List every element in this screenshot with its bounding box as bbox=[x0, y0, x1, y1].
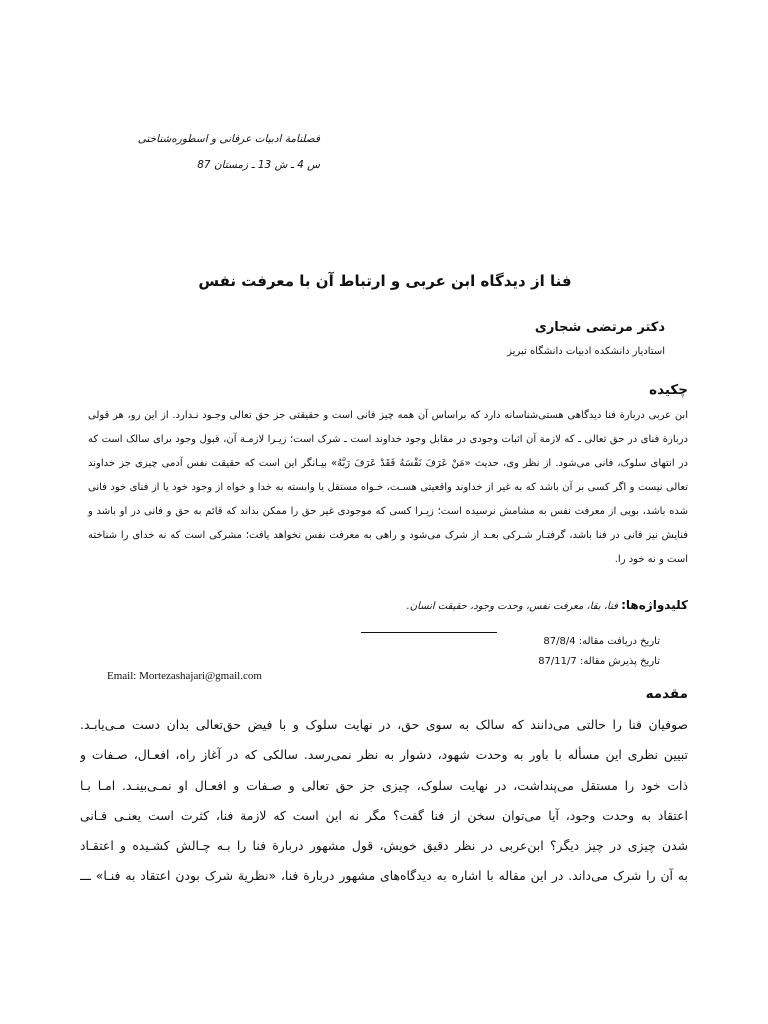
article-dates bbox=[480, 632, 660, 672]
journal-header bbox=[120, 126, 320, 178]
received-value: 87/8/4 bbox=[543, 636, 576, 647]
author-affiliation: استادیار دانشکده ادبیات دانشگاه تبریز bbox=[507, 346, 665, 357]
abstract-text: ابن عربی دربارة فنا دیدگاهی هستی‌شناسانه دارد که براساس آن همه چیز فانی است و حقیقتی جز حق تعالی وجـود نـدارد. از این رو، هر قولی دربارة فنای در حق تعالی ـ که لازمة آن اثبات وجودی در مقابل وجود خداوند است ـ شرک است؛ زیـرا لازمـة آن، قبول وجود برای سالک است که در انتهای سلوک، فانی می‌شود. از نظر وی، حدیث «مَنْ عَرَفَ نَفْسَهُ فَقَدْ عَرَفَ رَبَّهُ» بیـانگر این است که حقیقت نفس آدمی چیزی جز خداوند تعالی نیست و اگر کسی بر آن باشد که به غیر از خداوند واقعیتی هسـت، خـواه مستقل یا وابسته به خدا و خواه از وجود خود یا از فنای خود فانی شده باشد، بویی از معرفت نفس به مشامش نرسیده است؛ زیـرا کسی که موجودی غیر حق را ممکن بداند که قائم به حق و فانی در او باشد و فنایش نیز فانی در فنا باشد، گرفتـار شـرکی بعـد از شرک می‌شود و راهی به معرفت نفس نخواهد یافت؛ مشرکی است که نه خدای را شناخته است و نه خود را. bbox=[88, 410, 688, 565]
accepted-value: 87/11/7 bbox=[538, 656, 577, 667]
intro-text bbox=[80, 710, 688, 892]
author-email: Email: Mortezashajari@gmail.com bbox=[107, 670, 262, 682]
article-title: فنا از دیدگاه ابن عربی و ارتباط آن با معرفت نفس bbox=[198, 272, 572, 290]
intro-line: ذات خود را مستقل می‌پنداشت، در نهایت سلوک، چیزی جز حق تعالی و صـفات و افعـال او نمـی‌بینـد. امـا بـا bbox=[80, 777, 688, 793]
footnote-divider bbox=[361, 632, 497, 633]
accepted-date bbox=[480, 652, 660, 672]
intro-line: به آن را شرک می‌داند. در این مقاله با اشاره به دیدگاه‌های مشهور دربارة فنا، «نظریة شرک بودن اعتقاد به فنـا» ـــ bbox=[80, 868, 688, 884]
received-label: تاریخ دریافت مقاله: bbox=[578, 636, 660, 647]
journal-name: فصلنامة ادبیات عرفانی و اسطوره‌شناختی bbox=[137, 133, 320, 145]
keywords-label: کلیدواژه‌ها: bbox=[621, 598, 688, 612]
abstract-heading: چکیده bbox=[649, 382, 688, 398]
intro-heading: مقدمه bbox=[645, 686, 688, 702]
received-date bbox=[480, 632, 660, 652]
intro-line: تبیین نظری این مسأله با باور به وحدت شهود، دشوار به نظر نمی‌رسد. سالکی که در آغاز راه، افعـال، صـفات و bbox=[80, 747, 688, 763]
keywords-list: فنا، بقا، معرفت نفس، وحدت وجود، حقیقت انسان. bbox=[406, 601, 618, 612]
keywords bbox=[280, 598, 688, 612]
intro-line: صوفیان فنا را حالتی می‌دانند که سالک به سوی حق، در نهایت سلوک و با فیض حق‌تعالی بدان دست مـی‌یابـد. bbox=[80, 717, 688, 732]
author-name: دکتر مرتضی شجاری bbox=[534, 320, 665, 335]
accepted-label: تاریخ پذیرش مقاله: bbox=[579, 656, 660, 667]
intro-line: شدن چیزی در چیز دیگر؟ ابن‌عربی در نظر دقیق خویش، قول مشهور دربارة فنا را بـه چـالش کشـیده و اعتقـاد bbox=[80, 838, 688, 854]
issue-info: س 4 ـ ش 13 ـ زمستان 87 bbox=[197, 159, 320, 171]
intro-line: اعتقاد به وحدت وجود، آیا می‌توان سخن از فنا گفت؟ مگر نه این است که لازمة فنا، کثرت است یعنـی فـانی bbox=[80, 807, 688, 823]
